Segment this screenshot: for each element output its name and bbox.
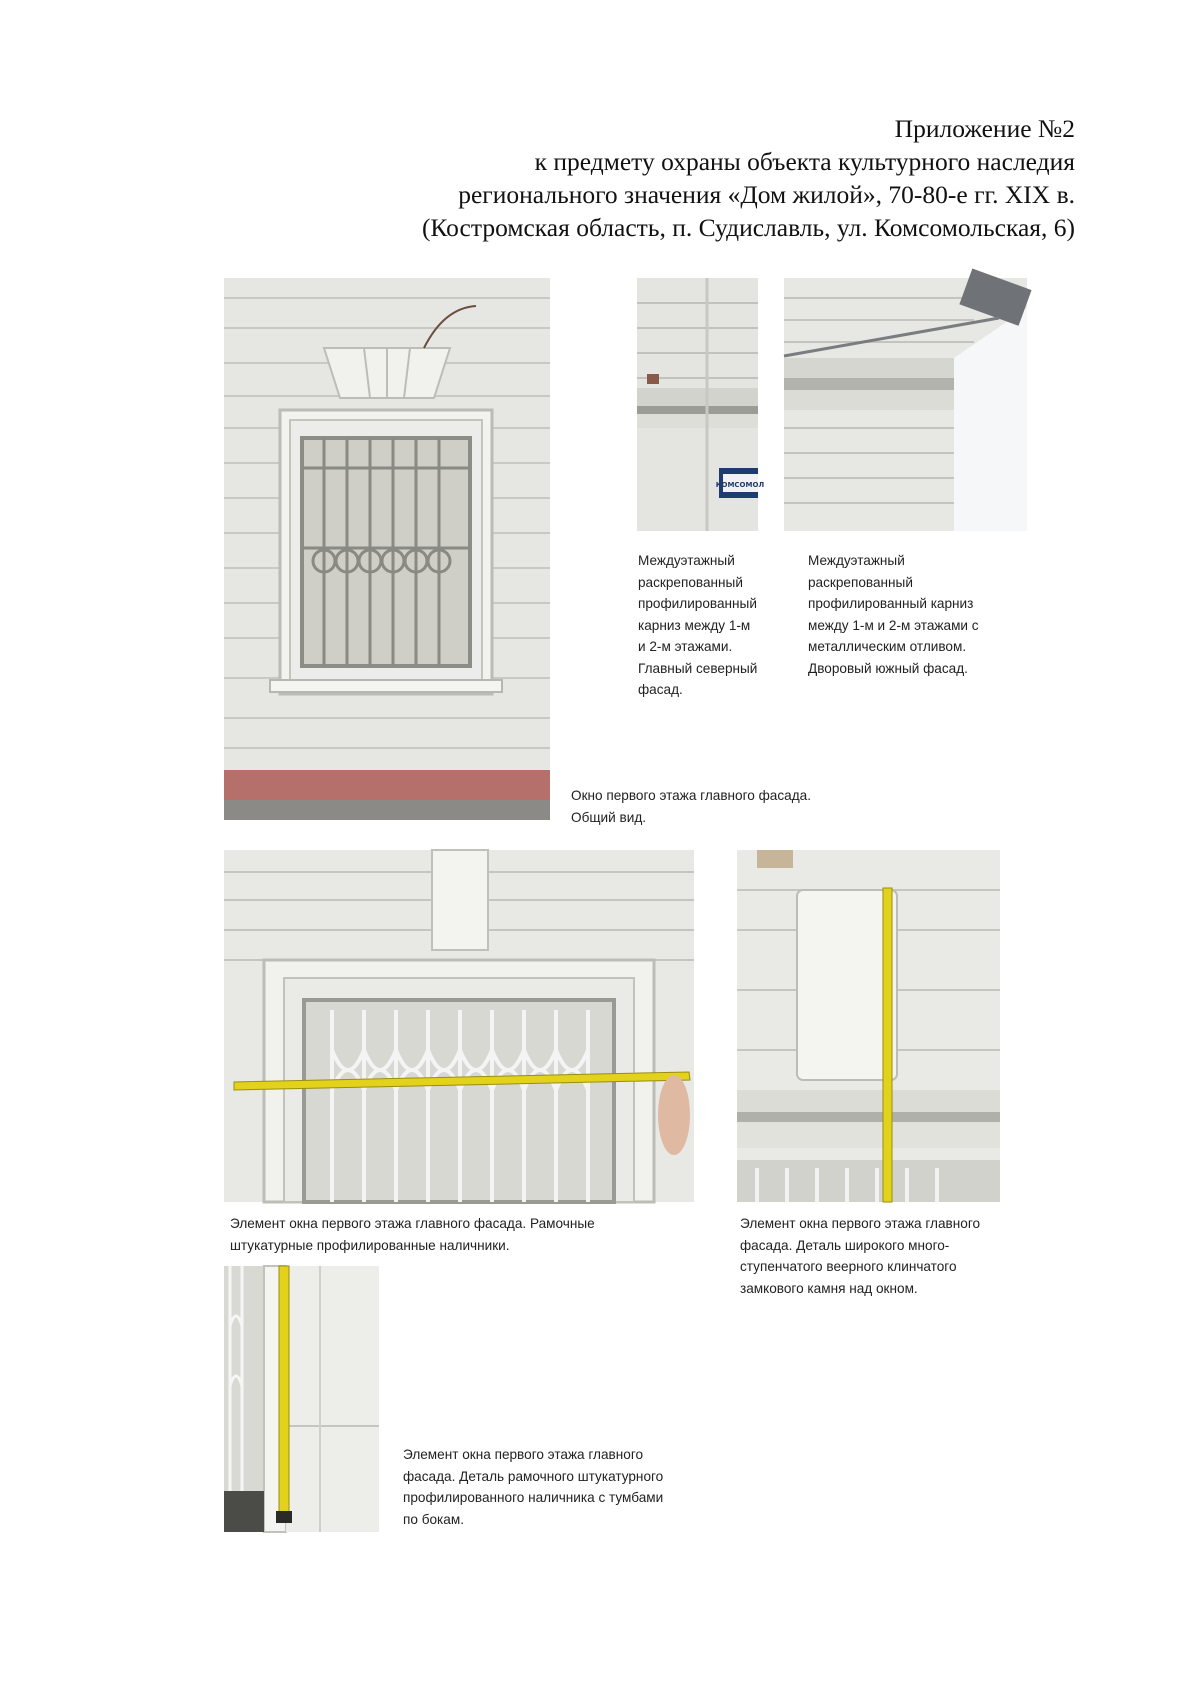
caption-line: Окно первого этажа главного фасада. [571,788,811,803]
caption-line: между 1-м и 2-м этажами с [808,617,979,633]
caption-line: по бокам. [403,1511,464,1527]
cornice-drainpipe-photo-icon [784,278,1027,531]
header-line-4: (Костромская область, п. Судиславль, ул. Комсомольская, 6) [421,213,1075,242]
cornice-south-photo [784,278,1027,531]
caption-line: Элемент окна первого этажа главного [740,1216,981,1231]
caption-window-frame [230,1213,595,1256]
keystone-photo [737,850,1000,1202]
caption-keystone [740,1213,980,1299]
caption-line: фасада. Деталь широкого много- [740,1237,950,1253]
caption-line: Междуэтажный [808,553,905,568]
caption-cornice-north [638,550,757,701]
caption-line: Элемент окна первого этажа главного фасада. Рамочные [230,1216,595,1231]
header-line-1: Приложение №2 [894,114,1075,143]
keystone-measure-photo-icon [737,850,1000,1202]
caption-line: профилированного наличника с тумбами [403,1490,664,1505]
caption-casing-detail [403,1444,663,1530]
caption-line: фасад. [638,682,683,697]
appendix-header [422,112,1075,244]
window-frame-measure-photo-icon [224,850,694,1202]
caption-line: Междуэтажный [638,553,735,568]
caption-line: карниз между 1-м [638,617,751,633]
caption-line: металлическим отливом. [808,639,967,654]
window-general-photo [224,278,550,820]
caption-line: профилированный [638,596,757,611]
caption-line: Элемент окна первого этажа главного [403,1447,644,1462]
caption-line: Главный северный [638,660,758,676]
header-line-2: к предмету охраны объекта культурного наследия [534,147,1075,176]
cornice-corner-photo-icon [637,278,765,531]
caption-line: штукатурные профилированные наличники. [230,1237,510,1253]
header-line-3: регионального значения «Дом жилой», 70-80-е гг. XIX в. [458,180,1075,209]
caption-cornice-south [808,550,979,679]
casing-detail-photo [224,1266,379,1532]
window-facade-photo-icon [224,278,550,820]
caption-line: Дворовый южный фасад. [808,660,968,676]
caption-window-general [571,785,811,828]
caption-line: и 2-м этажами. [638,639,733,654]
caption-line: Общий вид. [571,809,647,825]
street-sign-text: КОМСОМОЛ [715,481,765,489]
caption-line: профилированный карниз [808,596,974,611]
caption-line: фасада. Деталь рамочного штукатурного [403,1468,664,1484]
cornice-north-photo [637,278,765,531]
caption-line: ступенчатого веерного клинчатого [740,1259,957,1274]
casing-measure-photo-icon [224,1266,379,1532]
window-frame-photo [224,850,694,1202]
caption-line: раскрепованный [808,574,913,590]
caption-line: замкового камня над окном. [740,1280,918,1296]
caption-line: раскрепованный [638,574,743,590]
